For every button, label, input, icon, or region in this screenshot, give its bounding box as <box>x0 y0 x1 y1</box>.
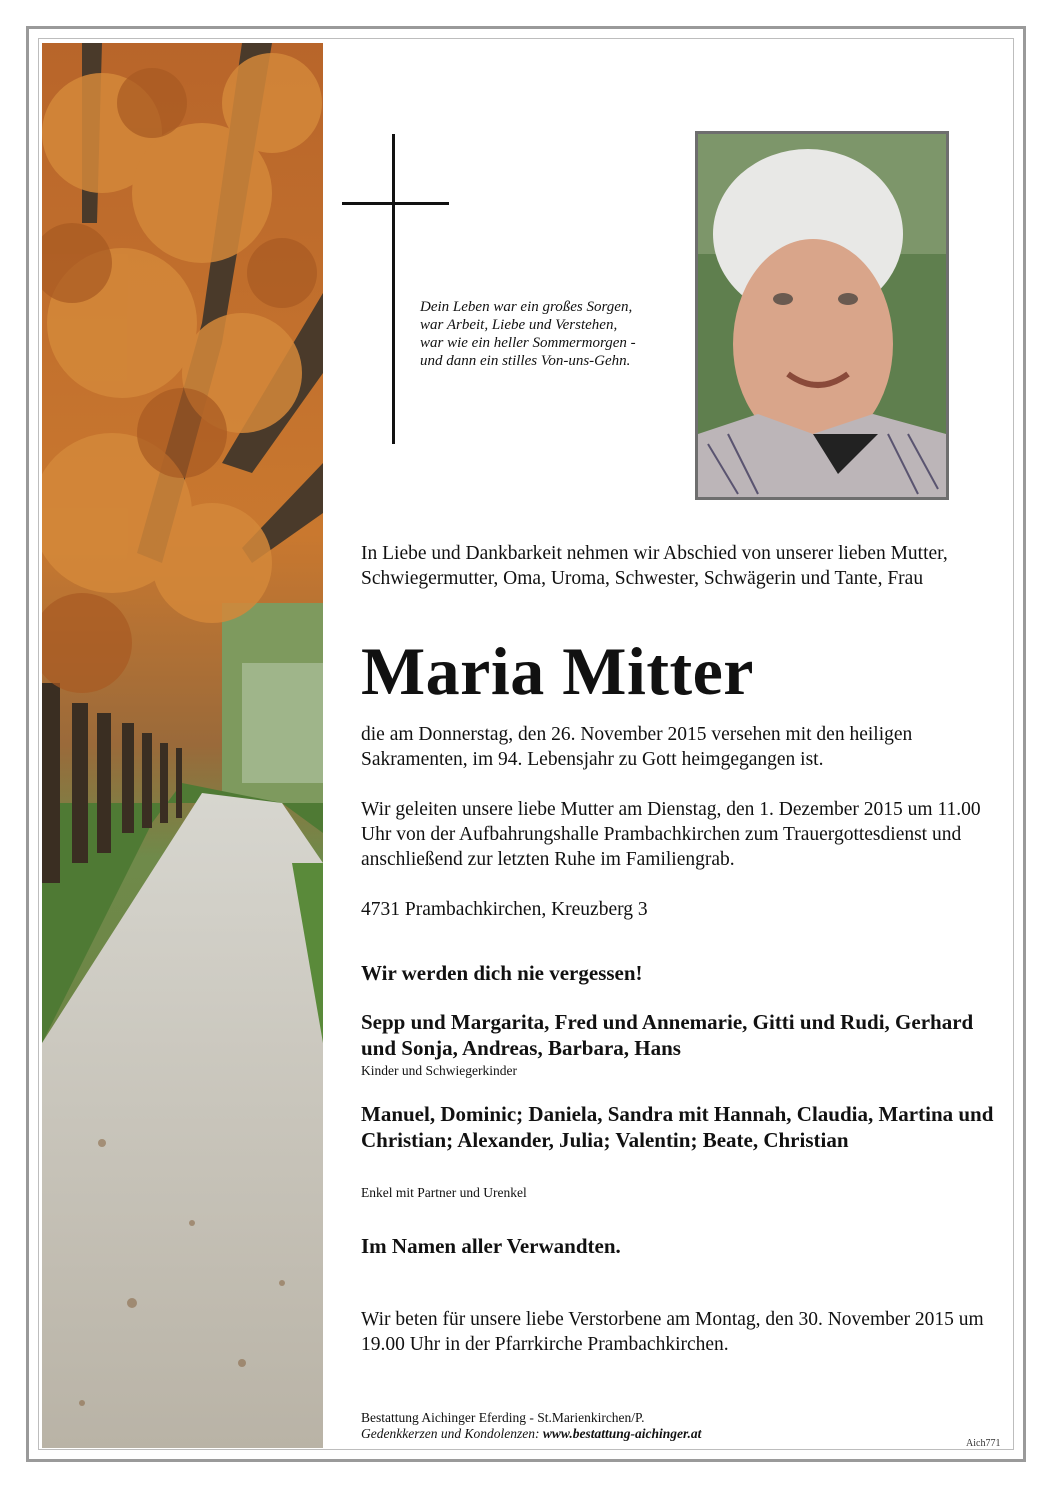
cross-vertical-bar <box>392 134 395 444</box>
undertaker-name: Bestattung Aichinger Eferding - St.Marienkirchen/P. <box>361 1410 645 1425</box>
condolence-line <box>361 1426 701 1442</box>
grandchildren-names: Manuel, Dominic; Daniela, Sandra mit Hannah, Claudia, Martina und Christian; Alexander, Julia; Valentin; Beate, Christian <box>361 1102 994 1152</box>
autumn-path-photo <box>42 43 323 1448</box>
children-names: Sepp und Margarita, Fred und Annemarie, Gitti und Rudi, Gerhard und Sonja, Andreas, Barbara, Hans <box>361 1010 974 1060</box>
children-role: Kinder und Schwiegerkinder <box>361 1063 517 1078</box>
cross-horizontal-bar <box>342 202 449 205</box>
funeral-text: Wir geleiten unsere liebe Mutter am Dienstag, den 1. Dezember 2015 um 11.00 Uhr von der Aufbahrungshalle Prambachkirchen zum Trauergottesdienst und anschließend zur letzten Ruhe im Familiengrab. <box>361 799 981 870</box>
document-code: Aich771 <box>966 1438 1001 1449</box>
relatives-line: Im Namen aller Verwandten. <box>361 1234 621 1258</box>
poem <box>420 298 690 370</box>
address: 4731 Prambachkirchen, Kreuzberg 3 <box>361 899 648 920</box>
death-notice-text: die am Donnerstag, den 26. November 2015 versehen mit den heiligen Sakramenten, im 94. Lebensjahr zu Gott heimgegangen ist. <box>361 724 913 770</box>
never-forget-line: Wir werden dich nie vergessen! <box>361 961 643 985</box>
poem-line: war Arbeit, Liebe und Verstehen, <box>420 317 618 333</box>
grandchildren-role: Enkel mit Partner und Urenkel <box>361 1185 527 1200</box>
intro-text: In Liebe und Dankbarkeit nehmen wir Abschied von unserer lieben Mutter, Schwiegermutter, Oma, Uroma, Schwester, Schwägerin und Tante, Frau <box>361 543 948 589</box>
prayer-text: Wir beten für unsere liebe Verstorbene am Montag, den 30. November 2015 um 19.00 Uhr in der Pfarrkirche Prambachkirchen. <box>361 1309 984 1355</box>
poem-line: und dann ein stilles Von-uns-Gehn. <box>420 353 631 369</box>
deceased-name: Maria Mitter <box>361 633 754 709</box>
website-link[interactable]: www.bestattung-aichinger.at <box>542 1426 702 1441</box>
condolence-label: Gedenkkerzen und Kondolenzen: <box>361 1426 540 1441</box>
poem-line: war wie ein heller Sommermorgen - <box>420 335 636 351</box>
poem-line: Dein Leben war ein großes Sorgen, <box>420 299 633 315</box>
portrait-photo <box>695 131 949 500</box>
